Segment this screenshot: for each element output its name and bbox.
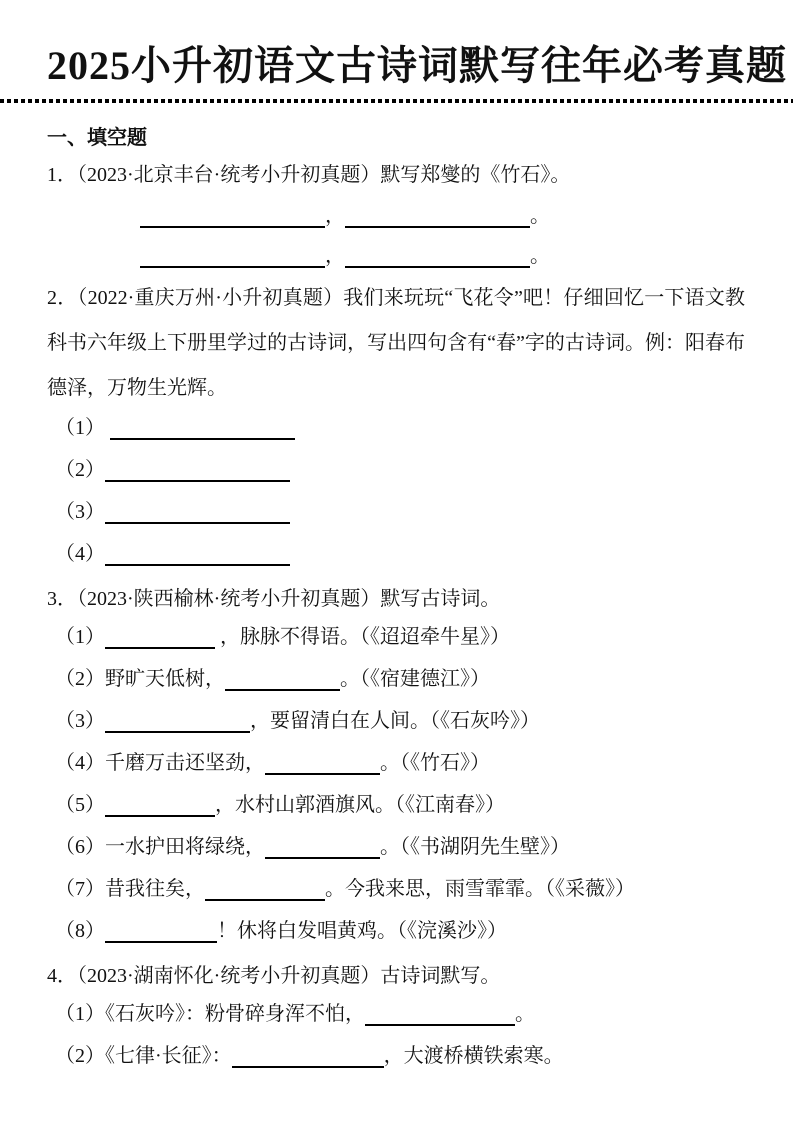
answer-blank	[140, 246, 325, 268]
terminator-period: 。	[530, 205, 550, 228]
dotted-divider	[0, 99, 793, 103]
question-number: 4．	[47, 965, 77, 988]
item-text-after: 。今我来思，雨雪霏霏。（《采薇》）	[325, 878, 635, 901]
fill-item	[47, 742, 745, 784]
question-stem: （2022·重庆万州·小升初真题）我们来玩玩“飞花令”吧！仔细回忆一下语文教科书六年级上下册里学过的古诗词，写出四句含有“春”字的古诗词。例：阳春布德泽，万物生光辉。	[47, 287, 746, 400]
item-label: （5）	[55, 794, 105, 817]
fill-item	[47, 407, 745, 449]
item-label: （1）	[55, 1003, 105, 1026]
item-label: （3）	[55, 501, 105, 524]
item-text-after: 。（《宿建德江》）	[340, 668, 490, 691]
question-1-answers	[140, 196, 745, 276]
item-text-after: ，脉脉不得语。（《迢迢牵牛星》）	[215, 626, 510, 649]
question-3	[47, 578, 745, 952]
question-1	[47, 154, 745, 276]
answer-blank	[365, 1004, 515, 1026]
item-text-before: 《七律·长征》：	[105, 1045, 232, 1068]
answer-blank	[232, 1046, 384, 1068]
fill-item	[47, 910, 745, 952]
answer-blank	[105, 627, 215, 649]
item-label: （4）	[55, 543, 105, 566]
item-text-after: ，大渡桥横铁索寒。	[383, 1045, 564, 1068]
question-stem: （2023·北京丰台·统考小升初真题）默写郑燮的《竹石》。	[77, 164, 571, 187]
item-label: （1）	[55, 417, 105, 440]
item-label: （1）	[55, 626, 105, 649]
question-4	[47, 955, 745, 1077]
fill-item	[47, 868, 745, 910]
answer-blank	[105, 921, 217, 943]
question-2-items	[47, 407, 745, 575]
item-label: （2）	[55, 1045, 105, 1068]
item-text-after: 。	[515, 1003, 535, 1026]
question-number: 3．	[47, 588, 77, 611]
question-number: 2．	[47, 287, 78, 310]
item-text-before: 昔我往矣，	[105, 878, 205, 901]
item-text-before: 一水护田将绿绕，	[105, 836, 265, 859]
item-label: （3）	[55, 710, 105, 733]
question-2-stem-line	[47, 276, 745, 411]
fill-item	[47, 449, 745, 491]
answer-blank	[105, 544, 290, 566]
separator-comma: ，	[325, 205, 345, 228]
item-text-after: ，水村山郭酒旗风。（《江南春》）	[215, 794, 505, 817]
fill-item	[47, 993, 745, 1035]
answer-line	[140, 236, 745, 276]
fill-item	[47, 784, 745, 826]
item-text-after: 。（《书湖阴先生壁》）	[380, 836, 570, 859]
question-4-items	[47, 993, 745, 1077]
question-2	[47, 276, 745, 575]
answer-blank	[205, 879, 325, 901]
section-heading: 一、填空题	[47, 127, 147, 150]
question-4-stem-line	[47, 955, 745, 997]
item-label: （4）	[55, 752, 105, 775]
item-text-after: ！休将白发唱黄鸡。（《浣溪沙》）	[217, 920, 507, 943]
answer-blank	[345, 206, 530, 228]
answer-blank	[105, 795, 215, 817]
answer-blank	[225, 669, 340, 691]
fill-item	[47, 616, 745, 658]
item-text-before: 野旷天低树，	[105, 668, 225, 691]
item-label: （2）	[55, 668, 105, 691]
answer-blank	[345, 246, 530, 268]
item-label: （7）	[55, 878, 105, 901]
question-3-stem-line	[47, 578, 745, 620]
answer-blank	[265, 837, 380, 859]
question-3-items	[47, 616, 745, 952]
item-text-before: 千磨万击还坚劲，	[105, 752, 265, 775]
question-stem: （2023·湖南怀化·统考小升初真题）古诗词默写。	[77, 965, 501, 988]
item-text-after: ，要留清白在人间。（《石灰吟》）	[250, 710, 540, 733]
answer-blank	[140, 206, 325, 228]
answer-blank	[110, 418, 295, 440]
item-label: （6）	[55, 836, 105, 859]
terminator-period: 。	[530, 245, 550, 268]
separator-comma: ，	[325, 245, 345, 268]
item-label: （8）	[55, 920, 105, 943]
item-text-after: 。（《竹石》）	[380, 752, 490, 775]
question-number: 1．	[47, 164, 77, 187]
question-stem: （2023·陕西榆林·统考小升初真题）默写古诗词。	[77, 588, 501, 611]
answer-line	[140, 196, 745, 236]
answer-blank	[105, 460, 290, 482]
question-1-stem-line	[47, 154, 745, 196]
fill-item	[47, 491, 745, 533]
answer-blank	[105, 502, 290, 524]
fill-item	[47, 826, 745, 868]
fill-item	[47, 1035, 745, 1077]
answer-blank	[265, 753, 380, 775]
doc-title: 2025小升初语文古诗词默写往年必考真题	[47, 43, 787, 88]
item-text-before: 《石灰吟》：粉骨碎身浑不怕，	[105, 1003, 365, 1026]
item-label: （2）	[55, 459, 105, 482]
answer-blank	[105, 711, 250, 733]
fill-item	[47, 700, 745, 742]
fill-item	[47, 533, 745, 575]
fill-item	[47, 658, 745, 700]
